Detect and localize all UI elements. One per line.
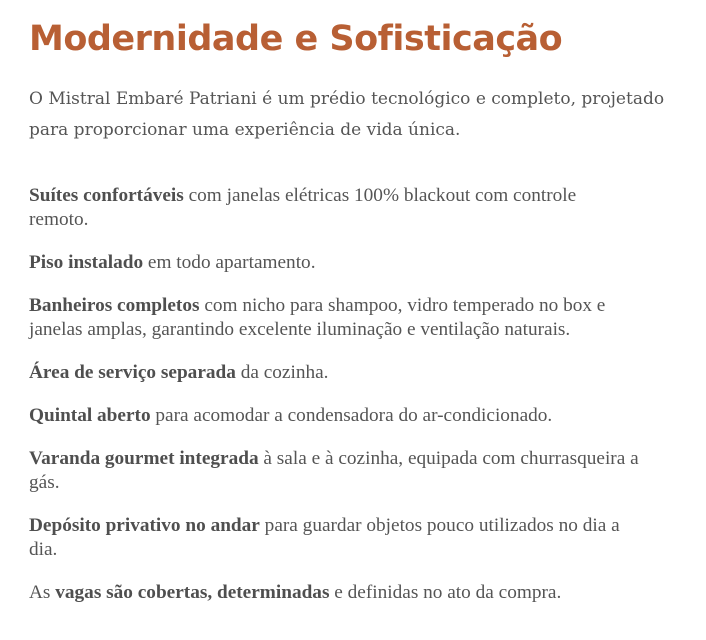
feature-item — [29, 447, 639, 495]
page-title: Modernidade e Sofisticação — [29, 19, 563, 59]
feature-item — [29, 404, 639, 428]
feature-item — [29, 514, 639, 562]
feature-list — [29, 184, 639, 624]
feature-item — [29, 251, 639, 275]
feature-highlight: vagas são cobertas, determinadas — [55, 582, 330, 603]
feature-description: para guardar objetos pouco utilizados no dia a dia. — [29, 515, 620, 560]
feature-prefix: As — [29, 582, 56, 603]
feature-description: para acomodar a condensadora do ar-condicionado. — [150, 405, 553, 426]
feature-highlight: Varanda gourmet integrada — [29, 448, 259, 469]
feature-highlight: Piso instalado — [29, 252, 144, 273]
feature-item — [29, 581, 639, 605]
intro-paragraph: O Mistral Embaré Patriani é um prédio tecnológico e completo, projetado para proporcionar uma experiência de vida única. — [29, 89, 665, 140]
feature-description: à sala e à cozinha, equipada com churrasqueira a gás. — [29, 448, 639, 493]
feature-description: e definidas no ato da compra. — [329, 582, 562, 603]
feature-description: da cozinha. — [235, 362, 329, 383]
feature-item — [29, 294, 639, 342]
feature-highlight: Depósito privativo no andar — [29, 515, 260, 536]
feature-item — [29, 361, 639, 385]
feature-item — [29, 184, 639, 232]
feature-highlight: Banheiros completos — [29, 295, 200, 316]
feature-highlight: Quintal aberto — [29, 405, 151, 426]
feature-description: com janelas elétricas 100% blackout com controle remoto. — [29, 185, 577, 230]
feature-highlight: Área de serviço separada — [29, 362, 236, 383]
feature-description: em todo apartamento. — [143, 252, 316, 273]
feature-description: com nicho para shampoo, vidro temperado no box e janelas amplas, garantindo excelente iluminação e ventilação naturais. — [29, 295, 606, 340]
feature-highlight: Suítes confortáveis — [29, 185, 184, 206]
